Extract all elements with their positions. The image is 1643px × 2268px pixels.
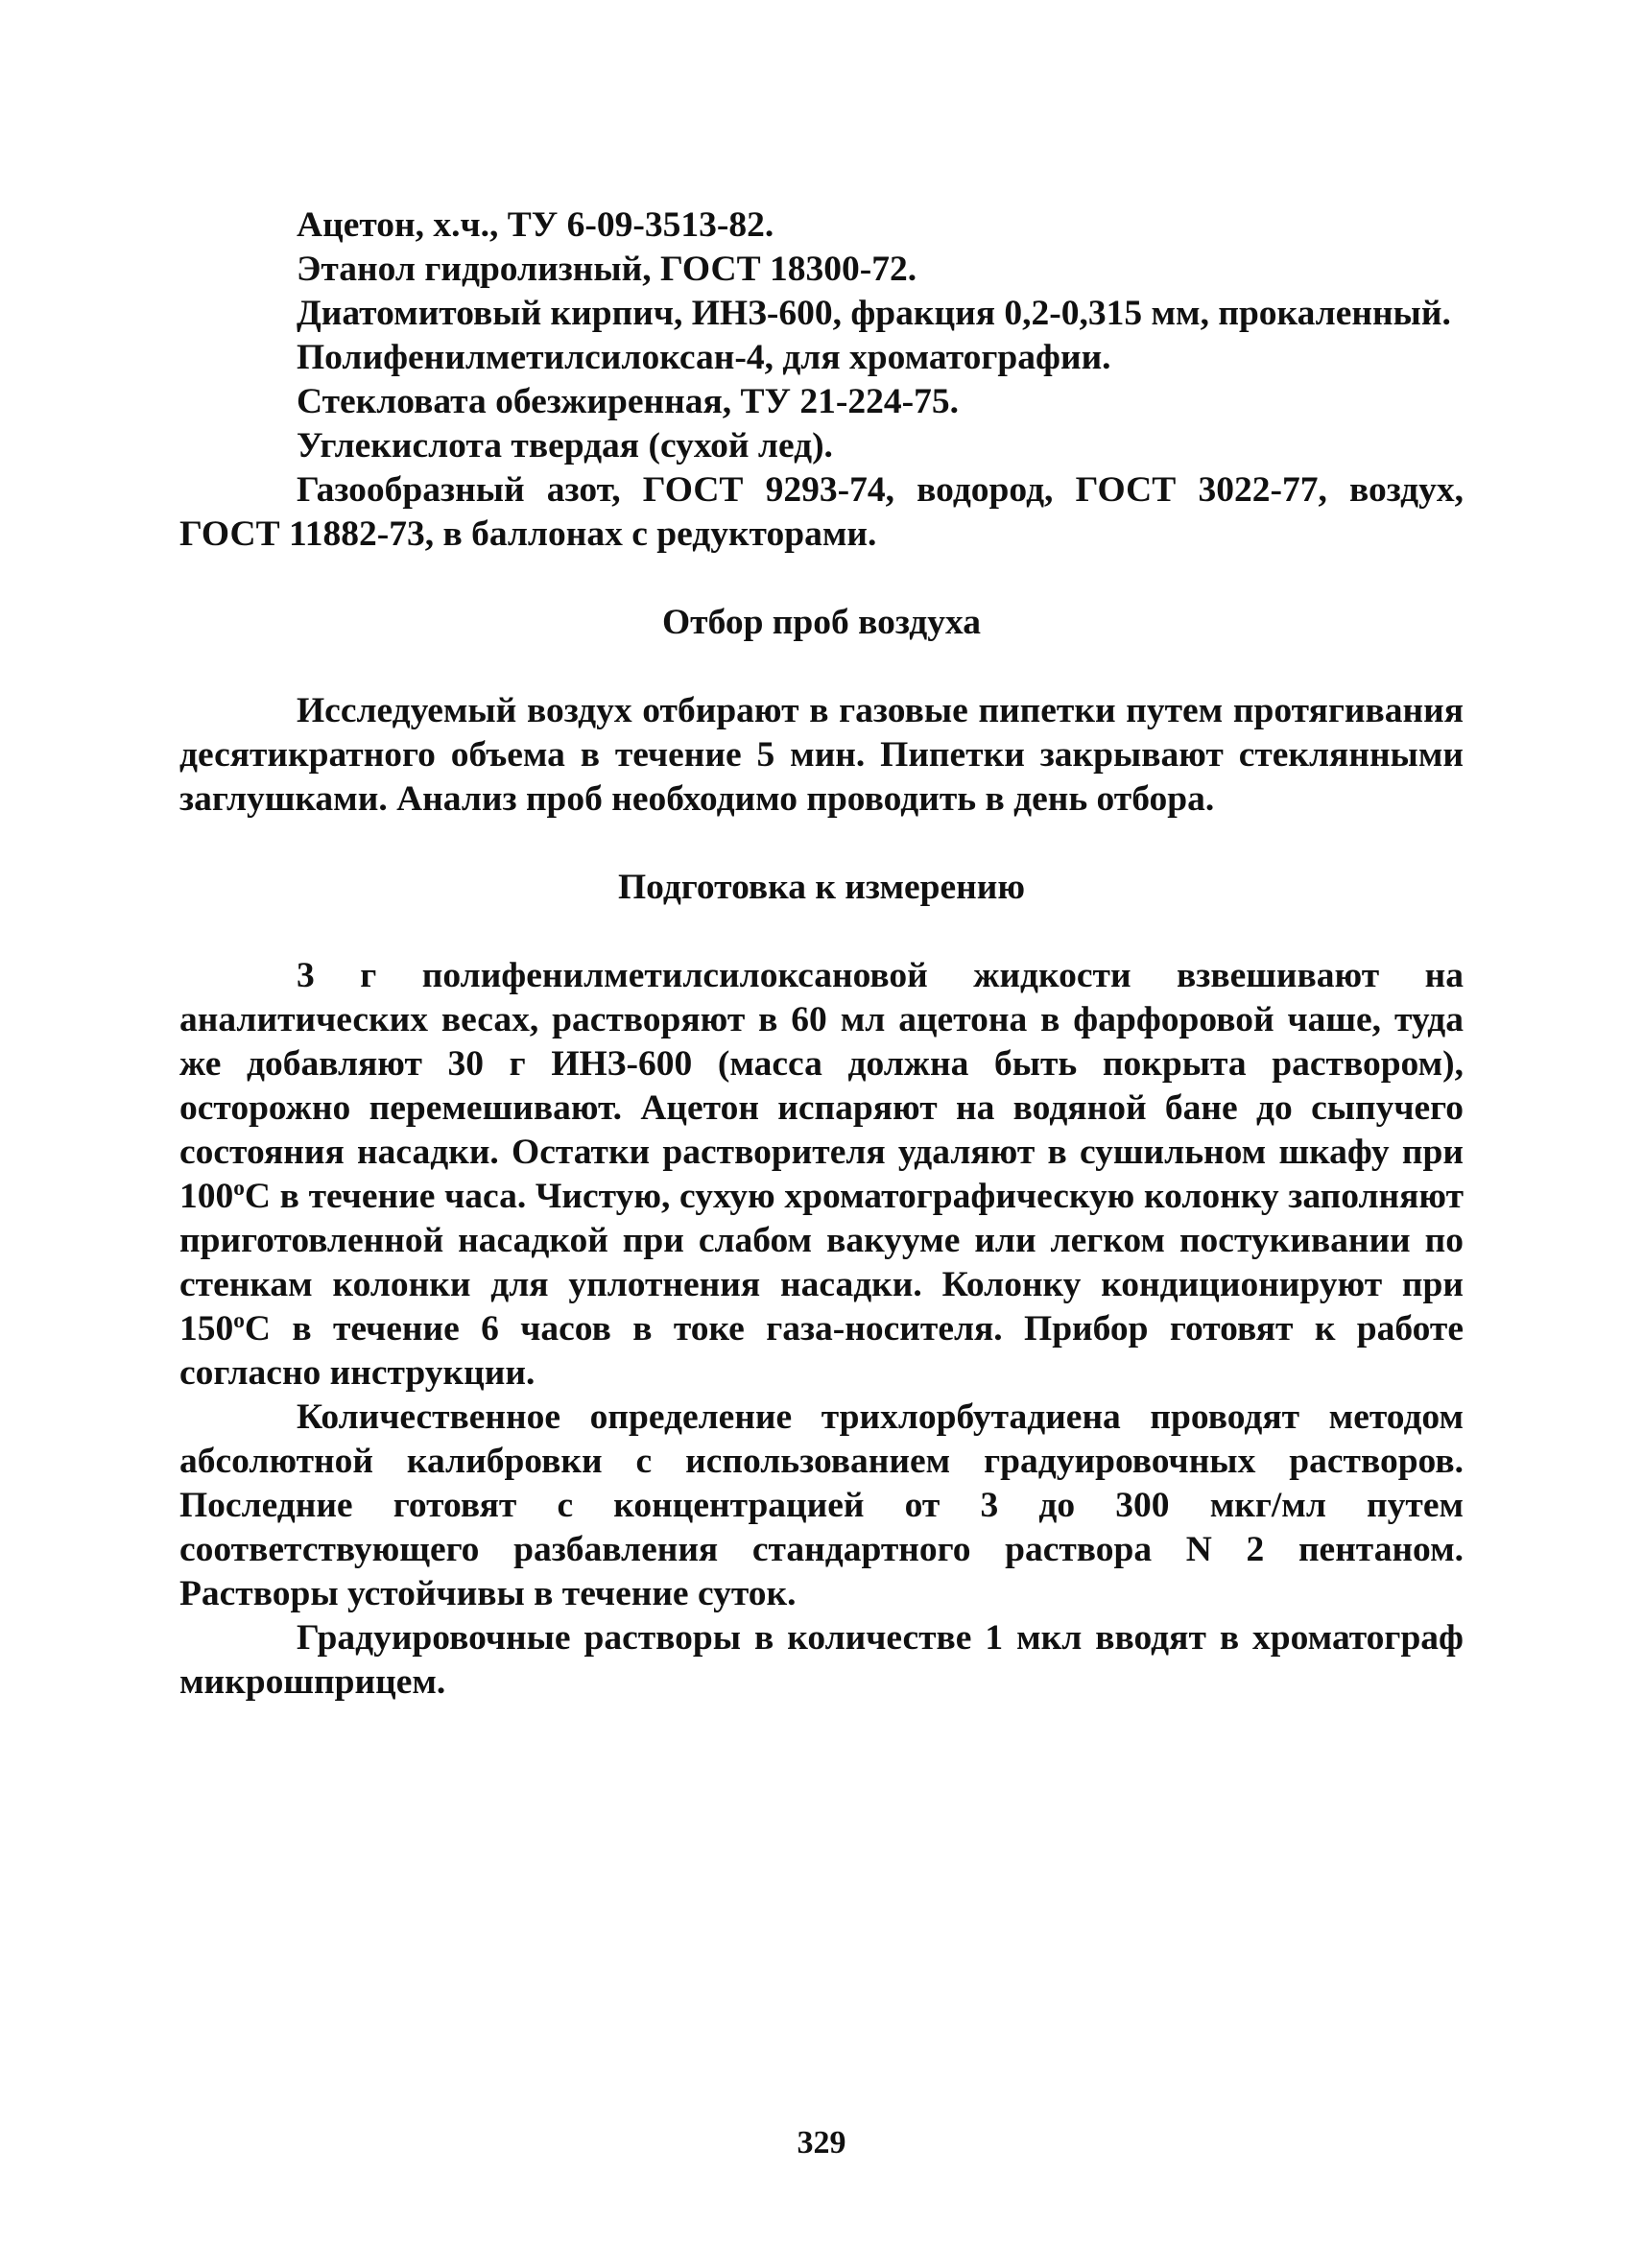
- preparation-text-part-2: С в течение часа. Чистую, сухую хроматографическую колонку заполняют приготовленной насадкой при слабом вакууме или легком постукивании по стенкам колонки для уплотнения насадки. Колонку кондиционируют при 150: [179, 1177, 1464, 1349]
- reagent-polyphenylmethylsiloxane: Полифенилметилсилоксан-4, для хроматографии.: [297, 338, 1111, 377]
- page-body: [179, 203, 1464, 1705]
- reagent-dry-ice: Углекислота твердая (сухой лед).: [297, 426, 833, 466]
- preparation-paragraph-1: [179, 954, 1464, 1396]
- reagent-gases: Газообразный азот, ГОСТ 9293-74, водород, ГОСТ 3022-77, воздух, ГОСТ 11882-73, в баллонах с редукторами.: [179, 470, 1464, 554]
- page-number: 329: [797, 2125, 846, 2161]
- preparation-paragraph-2: Количественное определение трихлорбутадиена проводят методом абсолютной калибровки с использованием градуировочных растворов. Последние готовят с концентрацией от 3 до 300 мкг/мл путем соответствующего разбавления стандартного раствора N 2 пентаном. Растворы устойчивы в течение суток.: [179, 1397, 1464, 1613]
- preparation-paragraph-3: Градуировочные растворы в количестве 1 мкл вводят в хроматограф микрошприцем.: [179, 1618, 1464, 1702]
- preparation-text-part-3: С в течение 6 часов в токе газа-носителя. Прибор готовят к работе согласно инструкции.: [179, 1309, 1464, 1393]
- reagent-glass-wool: Стекловата обезжиренная, ТУ 21-224-75.: [297, 382, 959, 421]
- reagent-ethanol: Этанол гидролизный, ГОСТ 18300-72.: [297, 250, 917, 289]
- section-heading-preparation: Подготовка к измерению: [618, 868, 1025, 907]
- section-heading-sampling: Отбор проб воздуха: [661, 603, 982, 642]
- reagent-diatomite: Диатомитовый кирпич, ИНЗ-600, фракция 0,2-0,315 мм, прокаленный.: [297, 294, 1451, 333]
- degree-sign-2: о: [233, 1308, 245, 1334]
- degree-sign-1: о: [233, 1176, 245, 1202]
- reagent-acetone: Ацетон, х.ч., ТУ 6-09-3513-82.: [297, 205, 774, 245]
- preparation-text-part-1: 3 г полифенилметилсилоксановой жидкости взвешивают на аналитических весах, растворяют в 60 мл ацетона в фарфоровой чаше, туда же добавляют 30 г ИНЗ-600 (масса должна быть покрыта раствором), осторожно перемешивают. Ацетон испаряют на водяной бане до сыпучего состояния насадки. Остатки растворителя удаляют в сушильном шкафу при 100: [179, 956, 1464, 1216]
- sampling-paragraph: Исследуемый воздух отбирают в газовые пипетки путем протягивания десятикратного объема в течение 5 мин. Пипетки закрывают стеклянными заглушками. Анализ проб необходимо проводить в день отбора.: [179, 691, 1464, 819]
